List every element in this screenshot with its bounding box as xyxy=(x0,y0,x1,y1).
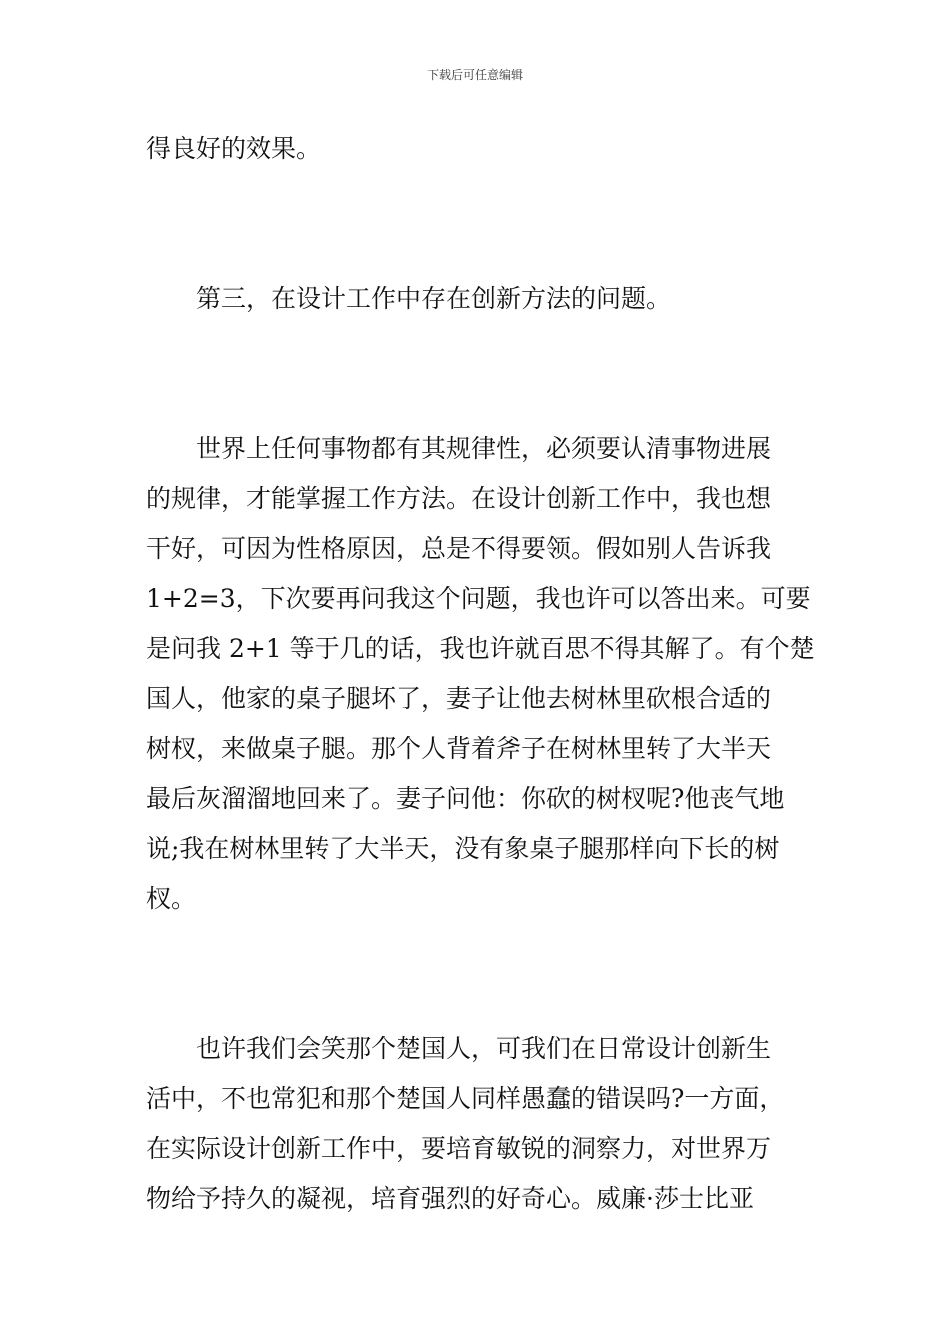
paragraph-line: 在实际设计创新工作中，要培育敏锐的洞察力，对世界万 xyxy=(146,1134,772,1163)
paragraph-line: 世界上任何事物都有其规律性，必须要认清事物进展 xyxy=(196,434,772,463)
paragraph-line: 得良好的效果。 xyxy=(146,134,322,163)
paragraph-line: 杈。 xyxy=(146,884,197,913)
paragraph-line: 国人，他家的桌子腿坏了，妻子让他去树林里砍根合适的 xyxy=(146,684,772,713)
paragraph-line: 也许我们会笑那个楚国人，可我们在日常设计创新生 xyxy=(196,1034,772,1063)
paragraph-line: 干好，可因为性格原因，总是不得要领。假如别人告诉我 xyxy=(146,534,772,563)
paragraph-line: 1+2=3，下次要再问我这个问题，我也许可以答出来。可要 xyxy=(146,584,811,613)
page-header: 下载后可任意编辑 xyxy=(426,68,523,82)
paragraph-line: 说;我在树林里转了大半天，没有象桌子腿那样向下长的树 xyxy=(146,834,780,863)
paragraph-line: 活中，不也常犯和那个楚国人同样愚蠢的错误吗?一方面， xyxy=(146,1084,785,1113)
paragraph-line: 物给予持久的凝视，培育强烈的好奇心。威廉·莎士比亚 xyxy=(146,1184,754,1213)
paragraph-line: 是问我 2+1 等于几的话，我也许就百思不得其解了。有个楚 xyxy=(146,634,815,663)
paragraph-line: 的规律，才能掌握工作方法。在设计创新工作中，我也想 xyxy=(146,484,772,513)
paragraph-line: 最后灰溜溜地回来了。妻子问他：你砍的树杈呢?他丧气地 xyxy=(146,784,785,813)
section-heading: 第三，在设计工作中存在创新方法的问题。 xyxy=(196,284,672,313)
paragraph-line: 树杈，来做桌子腿。那个人背着斧子在树林里转了大半天 xyxy=(146,734,772,763)
